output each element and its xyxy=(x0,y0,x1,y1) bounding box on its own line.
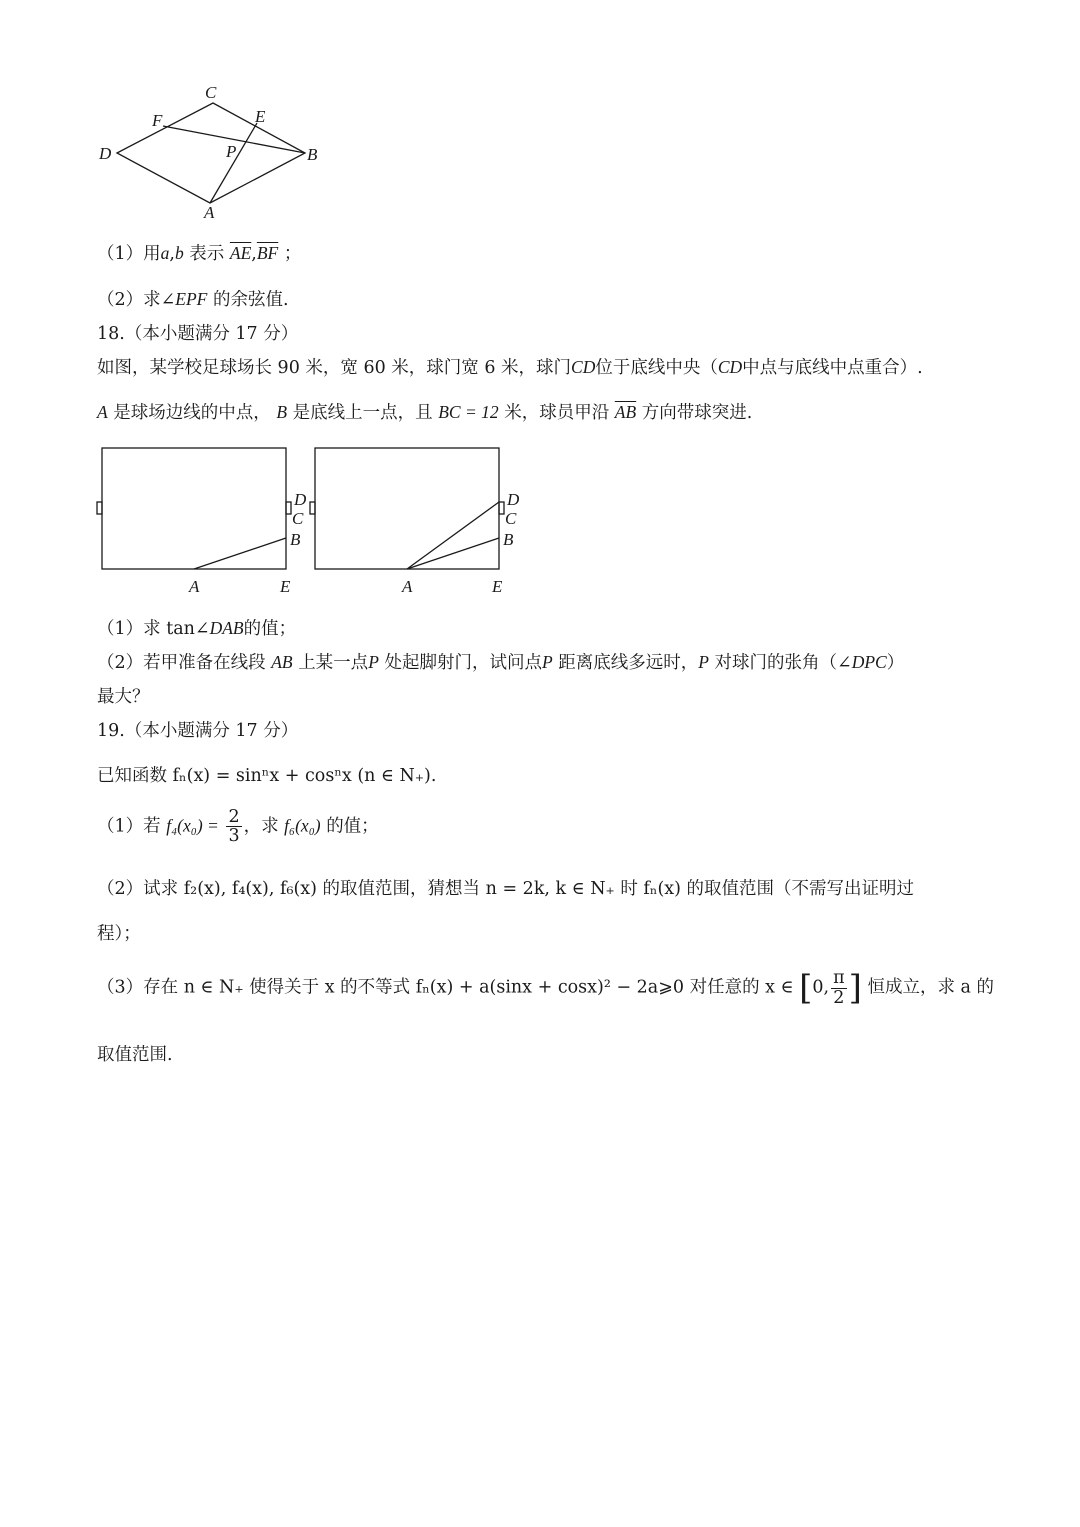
q18-intro-line2: A 是球场边线的中点， B 是底线上一点，且 BC = 12 米，球员甲沿 $\overline{AB}$ 方向带球突进. xyxy=(97,402,753,423)
field2-label-B: B xyxy=(503,530,514,549)
field1-label-A: A xyxy=(189,577,200,596)
q18-part1: （1）求 tan∠DAB的值； xyxy=(97,618,297,639)
label-P: P xyxy=(226,142,237,161)
q18-intro-line1: 如图，某学校足球场长 90 米，宽 60 米，球门宽 6 米，球门CD位于底线中央（CD中点与底线中点重合）. xyxy=(97,357,923,378)
q18-header: 18.（本小题满分 17 分） xyxy=(97,324,299,344)
q19-intro: 已知函数 fₙ(x) = sinⁿx + cosⁿx (n ∈ N₊). xyxy=(97,766,437,786)
q19-header: 19.（本小题满分 17 分） xyxy=(97,721,299,741)
fraction-two-thirds: $\frac{2}{3}$ xyxy=(228,807,240,847)
field2-label-E: E xyxy=(492,577,503,596)
label-C: C xyxy=(205,83,217,102)
field2-label-D: D xyxy=(507,490,520,509)
q19-part2-cont: 程）； xyxy=(97,924,141,944)
q19-part1: （1）若 f₄(x₀) = $\frac{2}{3}$ ，求 f₆(x₀) 的值； xyxy=(97,807,379,847)
field1-label-C: C xyxy=(292,509,304,528)
label-F: F xyxy=(152,111,163,130)
field1-label-E: E xyxy=(280,577,291,596)
q19-part3: （3）存在 n ∈ N₊ 使得关于 x 的不等式 fₙ(x) + a(sinx + cosx)² − 2a⩾0 对任意的 x ∈ [0, $\frac{\pi}{2}$ ] 恒成立，求 a 的 xyxy=(97,968,995,1008)
q18-part2: （2）若甲准备在线段 AB 上某一点P 处起脚射门，试问点P 距离底线多远时，P 对球门的张角（∠DPC） xyxy=(97,652,905,673)
field1-label-B: B xyxy=(290,530,301,549)
field1-label-D: D xyxy=(294,490,307,509)
label-A: A xyxy=(204,203,215,222)
label-D: D xyxy=(99,144,112,163)
q17-part1: （1）用a,b 表示 $\overline{AE},\overline{BF}$ ； xyxy=(97,243,302,264)
fraction-pi-over-two: $\frac{\pi}{2}$ xyxy=(833,968,845,1008)
field2-label-A: A xyxy=(402,577,413,596)
q17-part2: （2）求∠EPF 的余弦值. xyxy=(97,289,289,310)
figure-quadrilateral xyxy=(90,78,340,228)
label-E: E xyxy=(255,107,266,126)
q19-part3-cont: 取值范围. xyxy=(97,1045,173,1065)
label-B: B xyxy=(307,145,318,164)
q19-part2: （2）试求 f₂(x), f₄(x), f₆(x) 的取值范围，猜想当 n = 2k, k ∈ N₊ 时 fₙ(x) 的取值范围（不需写出证明过 xyxy=(97,879,915,899)
figure-soccer-fields xyxy=(90,440,540,600)
field2-label-C: C xyxy=(505,509,517,528)
q18-part2-cont: 最大？ xyxy=(97,687,150,707)
